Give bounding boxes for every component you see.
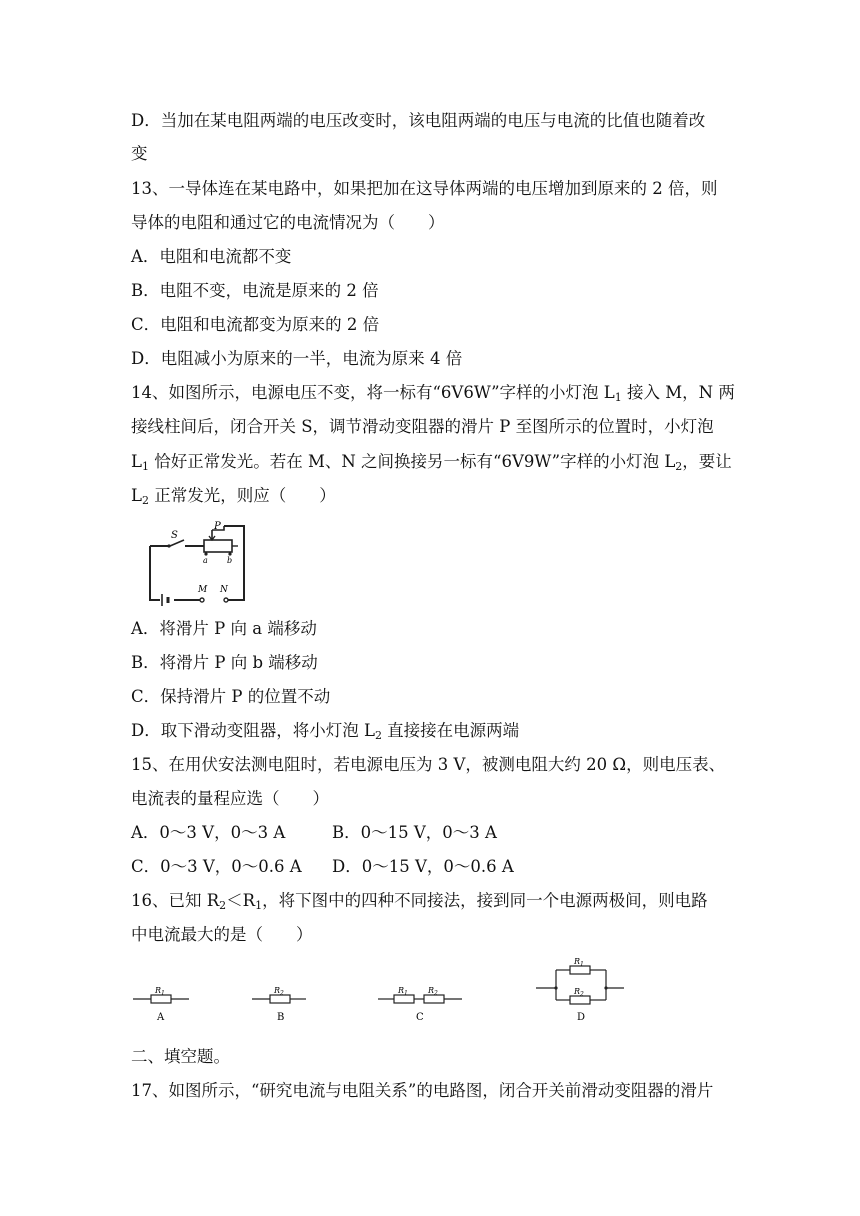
q14-option-b: B．将滑片 P 向 b 端移动 — [131, 653, 318, 672]
q14-label-end-a: a — [203, 556, 208, 565]
q16-caption-b: B — [277, 1012, 285, 1023]
q16-figure-b — [252, 984, 312, 1024]
q14-stem-line2: 接线柱间后，闭合开关 S，调节滑动变阻器的滑片 P 至图所示的位置时，小灯泡 — [131, 417, 714, 436]
q14-option-c: C．保持滑片 P 的位置不动 — [131, 687, 331, 706]
q17-stem-line1: 17、如图所示，“研究电流与电阻关系”的电路图，闭合开关前滑动变阻器的滑片 — [131, 1081, 714, 1100]
q13-option-b: B．电阻不变，电流是原来的 2 倍 — [131, 281, 379, 300]
q14-label-slider: P — [214, 521, 221, 532]
q14-label-terminal-m: M — [198, 585, 208, 595]
q15-stem-line2: 电流表的量程应选（ ） — [131, 789, 329, 808]
q14-label-end-b: b — [227, 556, 233, 565]
q14-label-switch: S — [171, 530, 178, 541]
q16-caption-a: A — [157, 1012, 165, 1023]
q13-option-c: C．电阻和电流都变为原来的 2 倍 — [131, 315, 380, 334]
q14-stem-line4: $L_2$ 正常发光，则应（ ） — [131, 486, 336, 507]
svg-text:R2: $R_2$ — [274, 986, 284, 997]
q15-options-row1 — [131, 821, 760, 845]
q15-option-b: B．0～15 V，0～3 A — [332, 823, 497, 842]
q15-option-d: D．0～15 V，0～0.6 A — [332, 857, 514, 876]
q15-option-a: A．0～3 V，0～3 A — [131, 823, 286, 842]
svg-text:R2: $R_2$ — [574, 987, 584, 998]
q12-option-d-line1: D．当加在某电阻两端的电压改变时，该电阻两端的电压与电流的比值也随着改 — [131, 111, 706, 130]
q13-stem-line2: 导体的电阻和通过它的电流情况为（ ） — [131, 213, 445, 232]
q15-options-row2 — [131, 855, 760, 879]
q16-figure-c — [378, 984, 464, 1024]
q16-stem-line2: 中电流最大的是（ ） — [131, 925, 313, 944]
q16-figure-a — [133, 984, 193, 1024]
svg-text:R1: $R_1$ — [398, 986, 408, 997]
q16-figure-d — [536, 958, 626, 1024]
q14-label-terminal-n: N — [220, 585, 228, 595]
q12-option-d-line2: 变 — [131, 144, 148, 163]
q16-caption-d: D — [577, 1012, 586, 1023]
svg-text:R1: $R_1$ — [574, 958, 584, 968]
q14-option-a: A．将滑片 P 向 a 端移动 — [131, 619, 317, 638]
q13-stem-line1: 13、一导体连在某电路中，如果把加在这导体两端的电压增加到原来的 2 倍，则 — [131, 179, 718, 198]
q14-stem-line3: $L_1$ 恰好正常发光。若在 M、N 之间换接另一标有“6V9W”字样的小灯泡 $L_2$，要让 — [131, 452, 732, 473]
q16-stem-line1: 16、已知 $R_2<R_1$，将下图中的四种不同接法，接到同一个电源两极间，则电路 — [131, 891, 708, 912]
section2-title: 二、填空题。 — [131, 1047, 230, 1066]
q13-option-d: D．电阻减小为原来的一半，电流为原来 4 倍 — [131, 349, 463, 368]
q15-stem-line1: 15、在用伏安法测电阻时，若电源电压为 3 V，被测电阻大约 20 Ω，则电压表、 — [131, 755, 726, 774]
q15-option-c: C．0～3 V，0～0.6 A — [131, 857, 302, 876]
q13-option-a: A．电阻和电流都不变 — [131, 247, 292, 266]
q16-caption-c: C — [416, 1012, 424, 1023]
q14-option-d: D．取下滑动变阻器，将小灯泡 $L_2$ 直接接在电源两端 — [131, 721, 520, 742]
svg-text:R1: $R_1$ — [155, 986, 165, 997]
svg-text:R2: $R_2$ — [428, 986, 438, 997]
q14-circuit-figure — [140, 518, 250, 608]
q14-stem-line1: 14、如图所示，电源电压不变，将一标有“6V6W”字样的小灯泡 $L_1$ 接入 M，N 两 — [131, 383, 735, 404]
